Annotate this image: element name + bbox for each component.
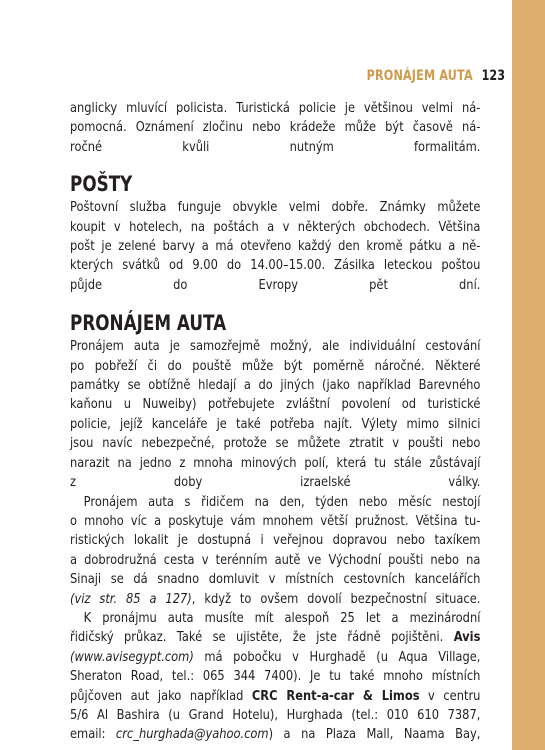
text-line: K pronájmu auta musíte mít alespoň 25 let a mezinárodní: [83, 610, 481, 626]
text-line: památky se obtížně hledají a do jiných (jako například Barevného: [70, 378, 481, 394]
text-line: po pobřeží či do pouště může být poměrně náročné. Některé: [70, 358, 481, 374]
company-name-avis: Avis: [453, 630, 481, 646]
text-line: Sheraton Road, tel.: 065 344 7400). Je tu také mnoho místních: [70, 669, 481, 685]
text-line: půjde do Evropy pět dní.: [70, 277, 481, 293]
pronajem-paragraph-3: [70, 609, 480, 745]
text-fragment: ) a na Plaza Mall, Naama Bay,: [268, 727, 481, 743]
text-line: kterých svátků od 9.00 do 14.00–15.00. Zásilka leteckou poštou: [70, 258, 481, 274]
text-line: Pronájem auta je samozřejmě možný, ale individuální cestování: [70, 339, 481, 355]
text-fragment: email:: [70, 727, 116, 743]
text-line: [70, 725, 480, 744]
posty-paragraph: [70, 198, 480, 295]
text-line: ristických lokalit je dostupná i veřejnou dopravou nebo taxíkem: [70, 533, 481, 549]
text-fragment: , když to ovšem dovolí bezpečnostní situace.: [191, 591, 481, 607]
text-line: [70, 687, 480, 706]
text-line: a dobrodružná cesta v terénním autě ve Východní poušti nebo na: [70, 552, 481, 568]
text-fragment: v centru: [419, 688, 481, 704]
text-line: Sinaji se dá snadno domluvit v místních cestovních kancelářích: [70, 572, 481, 588]
text-line: ročné kvůli nutným formalitám.: [70, 139, 481, 155]
text-line: narazit na jedno z mnoha minových polí, která tu stále zůstávají: [70, 455, 481, 471]
running-title: PRONÁJEM AUTA: [366, 68, 473, 84]
text-line: jsou navíc nebezpečné, protože se můžete ztratit v poušti nebo: [70, 436, 481, 452]
page-body: [70, 99, 545, 745]
text-line: 5/6 Al Bashira (u Grand Hotelu), Hurghada (tel.: 010 610 7387,: [70, 707, 481, 723]
page-number: 123: [481, 68, 505, 84]
company-name-crc: CRC Rent-a-car & Limos: [251, 688, 420, 704]
text-line: Poštovní služba funguje obvykle velmi dobře. Známky můžete: [70, 200, 481, 216]
text-line: o mnoho víc a poskytuje vám mnohem větší pružnost. Většina tu-: [70, 513, 481, 529]
running-header: [366, 68, 505, 84]
text-line: pošt je zelené barvy a má otevřeno každý den kromě pátku a ně-: [70, 239, 481, 255]
crc-email: crc_hurghada@yahoo.com: [115, 727, 269, 743]
continued-paragraph: [70, 99, 480, 157]
pronajem-paragraph-1: [70, 337, 480, 492]
text-line: Pronájem auta s řidičem na den, týden nebo měsíc nestojí: [83, 494, 481, 510]
pronajem-paragraph-2: [70, 493, 480, 609]
text-line: z doby izraelské války.: [70, 475, 481, 491]
text-fragment: má pobočku v Hurghadě (u Aqua Village,: [193, 649, 481, 665]
text-fragment: řidičský průkaz. Také se ujistěte, že jste řádně pojištěni.: [70, 630, 454, 646]
avis-website: (www.avisegypt.com): [70, 649, 194, 665]
text-line: pomocná. Oznámení zločinu nebo krádeže může být časově ná-: [70, 120, 481, 136]
text-line: koupit v hotelech, na poštách a v některých obchodech. Většina: [70, 219, 481, 235]
text-fragment: půjčoven aut jako například: [70, 688, 252, 704]
text-line: [70, 648, 480, 667]
text-line: anglicky mluvící policista. Turistická policie je většinou velmi ná-: [70, 101, 481, 116]
text-line: kaňonu u Nuweiby) potřebujete zvláštní povolení od turistické: [70, 397, 481, 413]
heading-pronajem-auta: PRONÁJEM AUTA: [70, 311, 227, 336]
text-line: [70, 590, 480, 609]
page-reference: (viz str. 85 a 127): [70, 591, 192, 607]
text-line: [70, 628, 480, 647]
heading-posty: POŠTY: [70, 172, 133, 197]
text-line: policie, jejíž kanceláře je také potřeba najít. Výlety mimo silnici: [70, 416, 481, 432]
